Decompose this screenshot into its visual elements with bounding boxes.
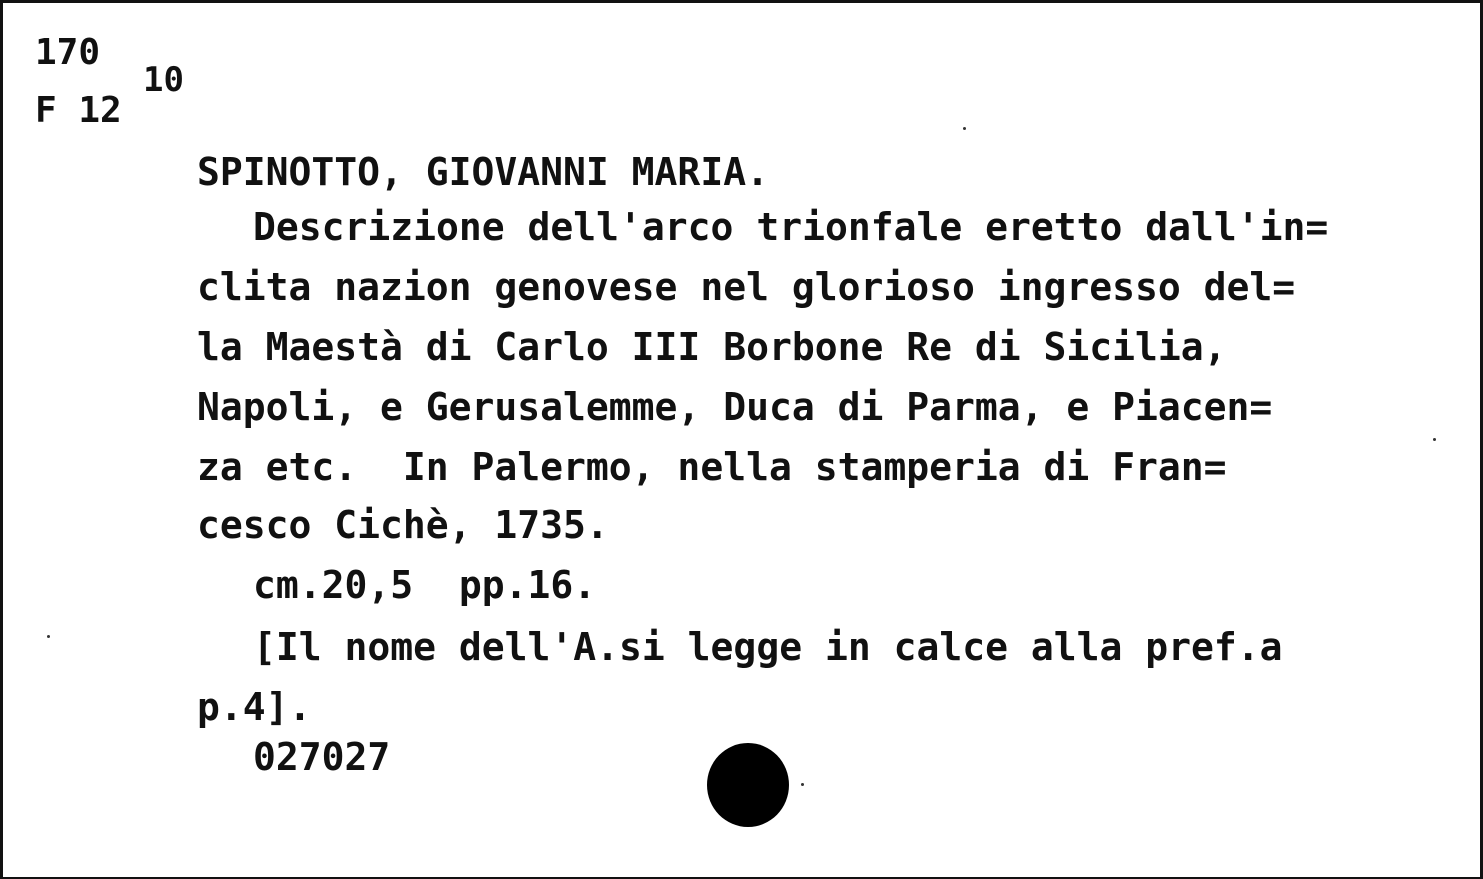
description-line-2: clita nazion genovese nel glorioso ingresso del=: [197, 265, 1296, 309]
speck-mark: [47, 635, 50, 638]
note-line-1: [Il nome dell'A.si legge in calce alla pref.a: [253, 625, 1283, 669]
record-number: 027027: [253, 735, 391, 779]
shelfmark-number: 170: [35, 32, 101, 73]
collation-line: cm.20,5 pp.16.: [253, 563, 597, 607]
description-line-4: Napoli, e Gerusalemme, Duca di Parma, e Piacen=: [197, 385, 1273, 429]
speck-mark: [801, 783, 804, 786]
description-line-5: za etc. In Palermo, nella stamperia di Fran=: [197, 445, 1227, 489]
card-heading: SPINOTTO, GIOVANNI MARIA.: [197, 150, 769, 194]
speck-mark: [963, 127, 966, 130]
speck-mark: [1433, 438, 1436, 441]
shelfmark-code: F 12: [35, 90, 122, 131]
description-line-6: cesco Cichè, 1735.: [197, 503, 609, 547]
shelfmark-superscript: 10: [143, 60, 184, 100]
punch-hole: [707, 743, 789, 827]
note-line-2: p.4].: [197, 685, 312, 729]
description-line-3: la Maestà di Carlo III Borbone Re di Sicilia,: [197, 325, 1227, 369]
description-line-1: Descrizione dell'arco trionfale eretto dall'in=: [253, 205, 1329, 249]
